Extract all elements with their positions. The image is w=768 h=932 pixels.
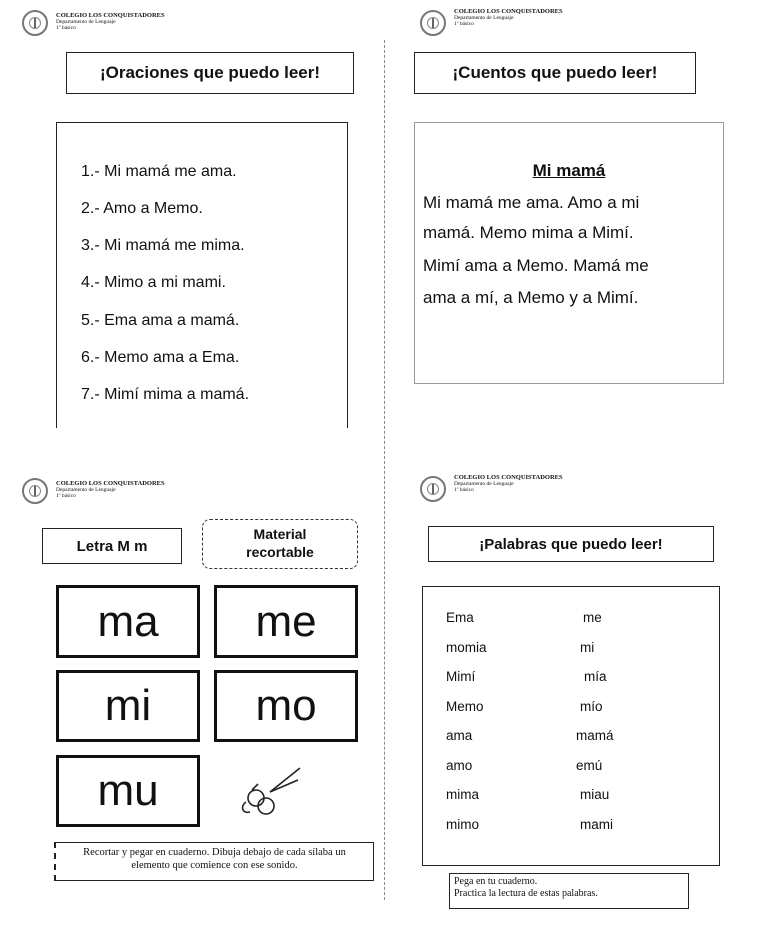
word-item: miau [580, 787, 610, 802]
school-crest-icon [420, 10, 446, 36]
sentences-title: ¡Oraciones que puedo leer! [66, 52, 354, 94]
sentences-panel [56, 122, 348, 428]
material-cut-label [202, 519, 358, 569]
material-line1: Material [253, 526, 307, 542]
header-top-left [22, 8, 222, 40]
sentence-item: 3.- Mi mamá me mima. [81, 237, 245, 254]
department: Departamento de Lenguaje [56, 487, 116, 493]
word-item: mami [580, 817, 613, 832]
word-item: ama [446, 728, 473, 743]
school-crest-icon [22, 478, 48, 504]
word-item: mío [580, 699, 603, 714]
sentence-item: 2.- Amo a Memo. [81, 200, 203, 217]
word-item: amo [446, 758, 473, 773]
grade: 1º básico [56, 25, 76, 31]
story-title: Mi mamá [532, 161, 606, 180]
sentence-item: 7.- Mimí mima a mamá. [81, 386, 250, 403]
story-line: Mimí ama a Memo. Mamá me [423, 256, 649, 275]
word-item: mía [584, 669, 607, 684]
stories-title: ¡Cuentos que puedo leer! [414, 52, 696, 94]
word-item: mimo [446, 817, 479, 832]
word-item: me [583, 610, 602, 625]
sentence-item: 5.- Ema ama a mamá. [81, 312, 240, 329]
instructions-line2: elemento que comience con ese sonido. [131, 860, 298, 871]
department: Departamento de Lenguaje [454, 15, 514, 21]
note-line1: Pega en tu cuaderno. [454, 876, 538, 887]
word-item: Ema [446, 610, 474, 625]
school-crest-icon [420, 476, 446, 502]
syllable-card-ma: ma [56, 585, 200, 658]
scissors-icon [232, 762, 304, 818]
grade: 1º básico [454, 21, 474, 27]
word-item: momia [446, 640, 487, 655]
school-name: COLEGIO LOS CONQUISTADORES [454, 474, 563, 481]
header-top-right [420, 8, 620, 40]
story-line: ama a mí, a Memo y a Mimí. [423, 288, 639, 307]
letter-label: Letra M m [42, 528, 182, 564]
school-name: COLEGIO LOS CONQUISTADORES [454, 8, 563, 15]
header-bottom-left [22, 476, 222, 508]
cut-instructions [54, 842, 374, 881]
story-line: Mi mamá me ama. Amo a mi [423, 193, 640, 212]
word-item: mi [580, 640, 595, 655]
instructions-line1: Recortar y pegar en cuaderno. Dibuja debajo de cada sílaba un [83, 847, 346, 858]
word-item: mamá [576, 728, 614, 743]
words-title: ¡Palabras que puedo leer! [428, 526, 714, 562]
note-line2: Practica la lectura de estas palabras. [454, 888, 598, 899]
word-item: Memo [446, 699, 484, 714]
department: Departamento de Lenguaje [56, 19, 116, 25]
grade: 1º básico [454, 487, 474, 493]
page-divider [384, 40, 385, 900]
syllable-card-mu: mu [56, 755, 200, 827]
syllable-card-mi: mi [56, 670, 200, 742]
story-line: mamá. Memo mima a Mimí. [423, 223, 634, 242]
header-bottom-right [420, 474, 620, 506]
sentence-item: 1.- Mi mamá me ama. [81, 163, 237, 180]
word-item: emú [576, 758, 603, 773]
school-crest-icon [22, 10, 48, 36]
sentence-item: 6.- Memo ama a Ema. [81, 349, 240, 366]
paste-note [449, 873, 689, 909]
grade: 1º básico [56, 493, 76, 499]
sentence-item: 4.- Mimo a mi mami. [81, 274, 226, 291]
syllable-card-mo: mo [214, 670, 358, 742]
story-panel [414, 122, 724, 384]
word-item: mima [446, 787, 479, 802]
department: Departamento de Lenguaje [454, 481, 514, 487]
school-name: COLEGIO LOS CONQUISTADORES [56, 480, 165, 487]
material-line2: recortable [246, 544, 314, 560]
syllable-card-me: me [214, 585, 358, 658]
word-item: Mimí [446, 669, 476, 684]
school-name: COLEGIO LOS CONQUISTADORES [56, 12, 165, 19]
